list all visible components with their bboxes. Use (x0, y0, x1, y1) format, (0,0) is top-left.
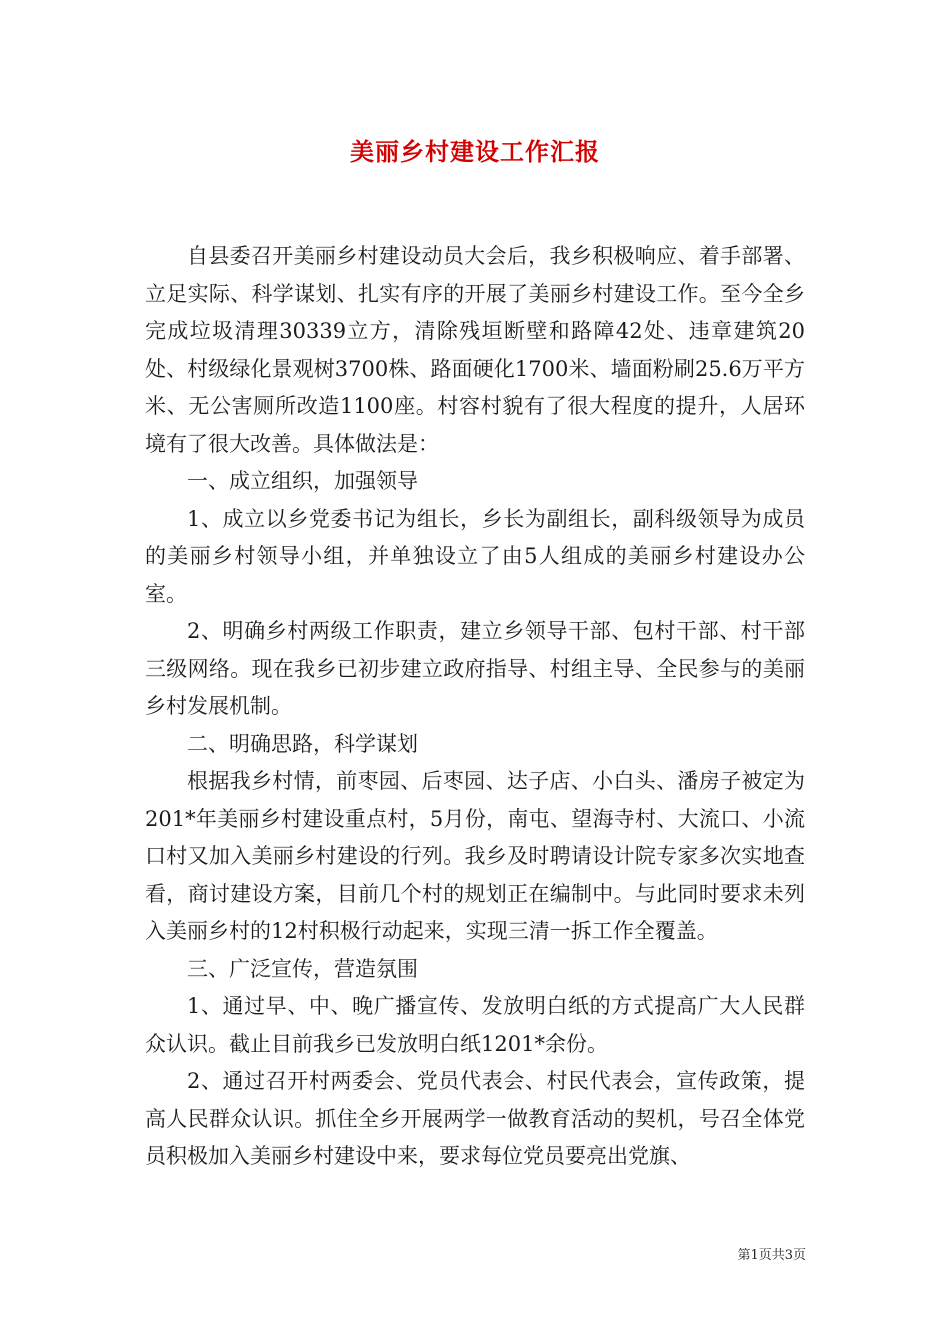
page-number: 第1页共3页 (737, 1248, 806, 1263)
paragraph-3-2: 2、通过召开村两委会、党员代表会、村民代表会，宣传政策，提高人民群众认识。抓住全乡开展两学一做教育活动的契机，号召全体党员积极加入美丽乡村建设中来，要求每位党员要亮出党旗、 (145, 1069, 805, 1168)
document-title: 美丽乡村建设工作汇报 (350, 137, 600, 166)
document-body (145, 238, 805, 1176)
section-heading-2: 二、明确思路，科学谋划 (187, 731, 418, 756)
section-heading-3: 三、广泛宣传，营造氛围 (187, 956, 418, 981)
paragraph-2-1: 根据我乡村情，前枣园、后枣园、达子店、小白头、潘房子被定为201*年美丽乡村建设重点村，5月份，南屯、望海寺村、大流口、小流口村又加入美丽乡村建设的行列。我乡及时聘请设计院专家多次实地查看，商讨建设方案，目前几个村的规划正在编制中。与此同时要求未列入美丽乡村的12村积极行动起来，实现三清一拆工作全覆盖。 (145, 769, 805, 943)
paragraph-1-2: 2、明确乡村两级工作职责，建立乡领导干部、包村干部、村干部三级网络。现在我乡已初步建立政府指导、村组主导、全民参与的美丽乡村发展机制。 (145, 619, 805, 718)
section-heading-1: 一、成立组织，加强领导 (187, 469, 418, 493)
paragraph-3-1: 1、通过早、中、晚广播宣传、发放明白纸的方式提高广大人民群众认识。截止目前我乡已发放明白纸1201*余份。 (145, 994, 805, 1056)
paragraph-1-1: 1、成立以乡党委书记为组长，乡长为副组长，副科级领导为成员的美丽乡村领导小组，并单独设立了由5人组成的美丽乡村建设办公室。 (145, 506, 805, 606)
paragraph-intro: 自县委召开美丽乡村建设动员大会后，我乡积极响应、着手部署、立足实际、科学谋划、扎实有序的开展了美丽乡村建设工作。至今全乡完成垃圾清理30339立方，清除残垣断壁和路障42处、违章建筑20处、村级绿化景观树3700株、路面硬化1700米、墙面粉刷25.6万平方米、无公害厕所改造1100座。村容村貌有了很大程度的提升，人居环境有了很大改善。具体做法是： (145, 244, 805, 456)
